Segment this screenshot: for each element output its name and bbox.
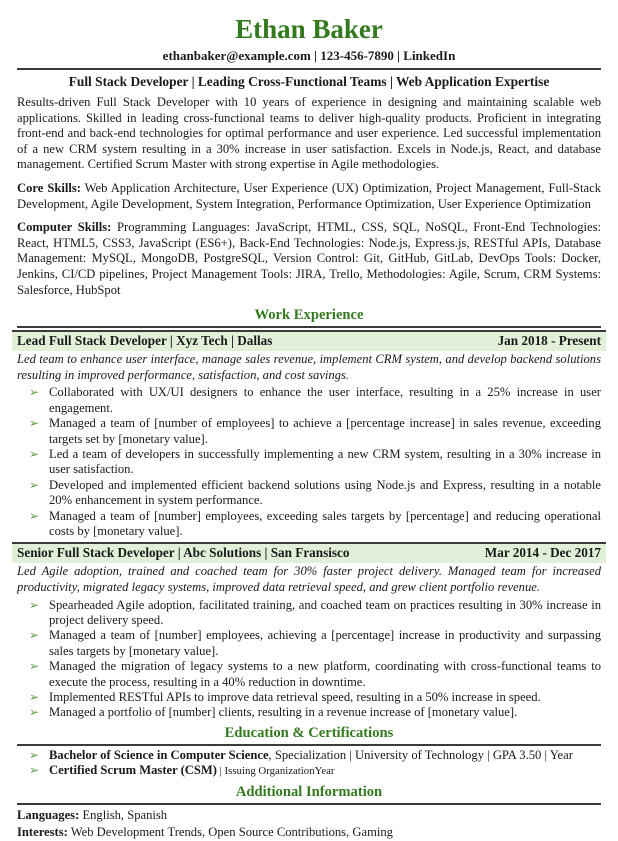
- certification-details: | Issuing OrganizationYear: [216, 765, 335, 778]
- arrow-bullet-icon: ➢: [29, 446, 40, 461]
- tagline: Full Stack Developer | Leading Cross-Functional Teams | Web Application Expertise: [68, 74, 550, 89]
- list-item: ➢ Managed a team of [number] employees, achieving a [percentage] increase in productivity and surpassing sales targets by [monetary value].: [29, 628, 601, 658]
- arrow-bullet-icon: ➢: [29, 385, 40, 400]
- arrow-bullet-icon: ➢: [29, 763, 40, 778]
- computer-skills-text: Programming Languages: JavaScript, HTML, CSS, SQL, NoSQL, Front-End Technologies: React, HTML5, CSS3, JavaScript (ES6+), Back-End Technologies: Node.js, Express.js, RESTful APIs, Database Management: MySQL, MongoDB, PostgreSQL, Version Control: Git, GitHub, GitLab, DevOps Tools: Docker, Jenkins, CI/CD pipelines, Project Management Tools: JIRA, Trello, Methodologies: Agile, Scrum, CRM Systems: Salesforce, HubSpot: [17, 220, 601, 297]
- job-bullet-list: [17, 598, 601, 721]
- list-item: ➢ Led a team of developers in successfully implementing a new CRM system, resulting in a 30% increase in user satisfaction.: [29, 446, 601, 477]
- job-header-bar: [12, 542, 606, 563]
- arrow-bullet-icon: ➢: [29, 747, 40, 762]
- list-item: ➢ Collaborated with UX/UI designers to enhance the user interface, resulting in a 25% increase in user engagement.: [29, 385, 601, 415]
- interests-text: Web Development Trends, Open Source Contributions, Gaming: [70, 824, 393, 839]
- list-item: ➢ Managed a portfolio of [number] clients, resulting in a revenue increase of [monetary value].: [29, 705, 518, 720]
- computer-skills-label: Computer Skills:: [17, 220, 112, 235]
- core-skills-text: Web Application Architecture, User Experience (UX) Optimization, Project Management, Full-Stack Development, Agile Development, System Integration, Performance Optimization, User Experience Optimization: [17, 180, 601, 211]
- list-item: ➢ Implemented RESTful APIs to improve data retrieval speed, resulting in a 50% increase in speed.: [29, 690, 541, 704]
- core-skills-label: Core Skills:: [17, 180, 81, 195]
- job-title: Lead Full Stack Developer | Xyz Tech | Dallas: [17, 333, 273, 349]
- section-heading-additional-info: Additional Information: [17, 783, 601, 805]
- degree-name: Bachelor of Science in Computer Science: [49, 747, 269, 762]
- list-item: ➢ Managed a team of [number] employees, exceeding sales targets by [percentage] and reducing operational costs by [monetary value].: [29, 508, 601, 538]
- interests-label: Interests:: [17, 824, 68, 839]
- job-summary: Led Agile adoption, trained and coached team for 30% faster project delivery. Managed team for increased productivity, migrated legacy systems, improved data retrieval speed, and grew client portfolio revenue.: [17, 564, 601, 594]
- core-skills-paragraph: [17, 181, 601, 212]
- languages-text: English, Spanish: [82, 807, 168, 822]
- job-header-bar: [12, 330, 606, 351]
- arrow-bullet-icon: ➢: [29, 705, 40, 720]
- degree-details: , Specialization | University of Technology | GPA 3.50 | Year: [268, 747, 573, 762]
- arrow-bullet-icon: ➢: [29, 477, 40, 492]
- header-divider: [17, 68, 601, 70]
- section-heading-work-experience: Work Experience: [17, 306, 601, 328]
- list-item: ➢ Developed and implemented efficient backend solutions using Node.js and Express, resulting in a notable 20% enhancement in system performance.: [29, 477, 601, 508]
- job-dates: Jan 2018 - Present: [497, 333, 601, 349]
- arrow-bullet-icon: ➢: [29, 597, 40, 612]
- languages-line: [17, 807, 601, 824]
- arrow-bullet-icon: ➢: [29, 508, 40, 523]
- list-item: ➢ Managed a team of [number of employees] to achieve a [percentage increase] in sales revenue, exceeding targets set by [monetary value].: [29, 416, 601, 446]
- certification-name: Certified Scrum Master (CSM): [49, 763, 217, 778]
- languages-label: Languages:: [17, 807, 80, 822]
- education-list: [17, 748, 601, 780]
- contact-line: ethanbaker@example.com | 123-456-7890 | LinkedIn: [162, 48, 456, 63]
- job-dates: Mar 2014 - Dec 2017: [484, 545, 601, 561]
- list-item: [17, 748, 601, 763]
- job-summary: Led team to enhance user interface, manage sales revenue, implement CRM system, and develop backend solutions resulting in improved performance, satisfaction, and cost savings.: [17, 352, 601, 382]
- job-bullet-list: [17, 385, 601, 539]
- arrow-bullet-icon: ➢: [29, 659, 40, 674]
- page-title: Ethan Baker: [235, 14, 383, 44]
- computer-skills-paragraph: [17, 220, 601, 298]
- list-item: ➢ Spearheaded Agile adoption, facilitated training, and coached team on practices resulting in 30% increase in project delivery speed.: [29, 597, 601, 627]
- job-title: Senior Full Stack Developer | Abc Solutions | San Fransisco: [17, 545, 350, 561]
- summary-paragraph: Results-driven Full Stack Developer with 10 years of experience in designing and maintaining scalable web applications. Skilled in leading cross-functional teams to deliver high-quality products. Proficient in integrating front-end and back-end technologies for optimal performance and user experience. Led successful implementation of a new CRM system resulting in a 30% increase in user satisfaction. Excels in Node.js, React, and database management. Certified Scrum Master with strong expertise in Agile methodologies.: [17, 95, 601, 172]
- list-item: [17, 763, 601, 779]
- list-item: ➢ Managed the migration of legacy systems to a new platform, coordinating with cross-functional teams to execute the process, resulting in a 40% reduction in downtime.: [29, 659, 601, 689]
- arrow-bullet-icon: ➢: [29, 416, 40, 431]
- section-heading-education: Education & Certifications: [17, 724, 601, 746]
- arrow-bullet-icon: ➢: [29, 628, 40, 643]
- arrow-bullet-icon: ➢: [29, 690, 40, 704]
- interests-line: [17, 824, 601, 841]
